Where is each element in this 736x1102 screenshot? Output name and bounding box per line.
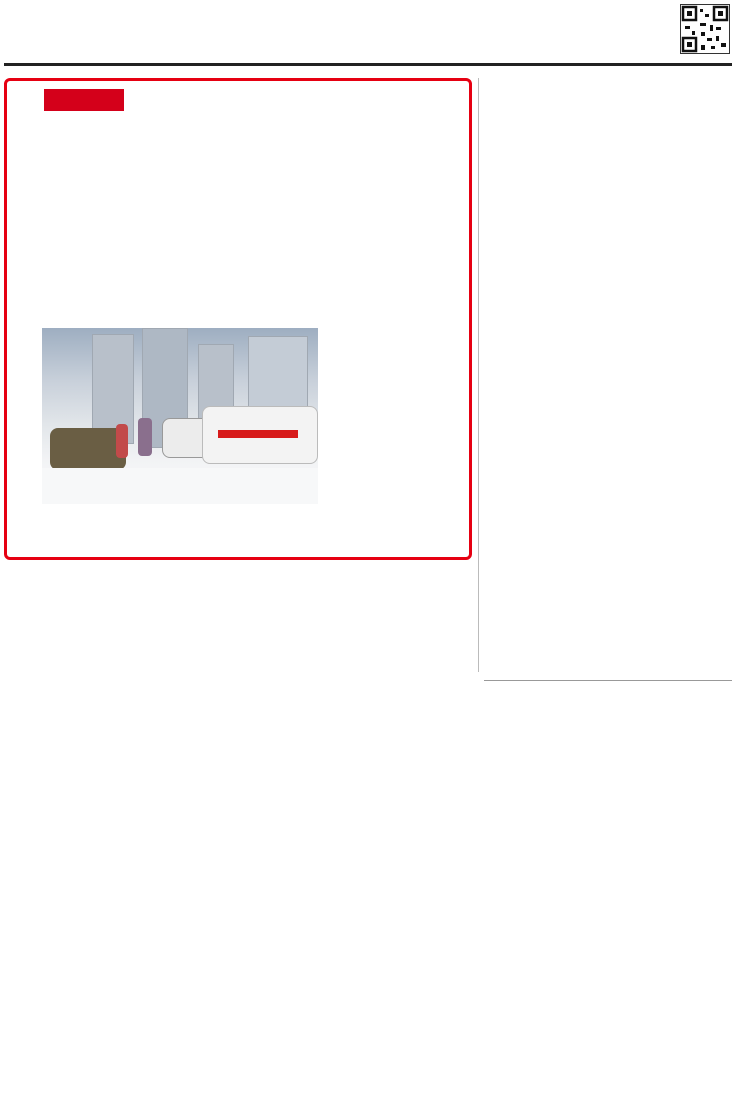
article-column (330, 360, 462, 546)
article-column (176, 541, 316, 677)
section-rule (484, 680, 732, 681)
header-rule (4, 63, 732, 66)
article-column (616, 144, 732, 674)
news-photo (42, 328, 318, 504)
article-column (492, 144, 610, 674)
article-column (42, 541, 172, 677)
column-brand (44, 89, 124, 111)
qr-code-icon (680, 4, 730, 54)
column-divider (478, 78, 479, 672)
